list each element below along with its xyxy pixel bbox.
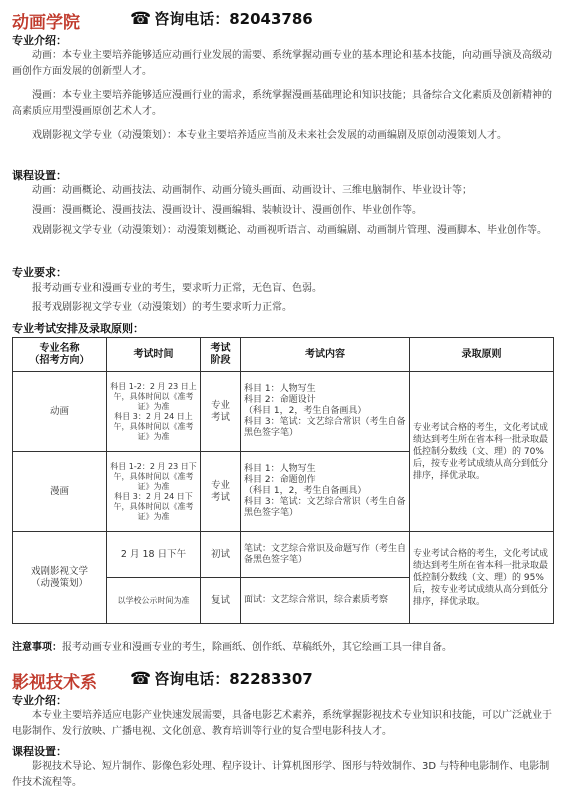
- intro-heading: 专业介绍：: [12, 34, 67, 47]
- header-major: 专业名称 （招考方向）: [13, 338, 107, 372]
- header-time: 考试时间: [107, 338, 201, 372]
- exam-stage: 初试: [201, 532, 241, 578]
- exam-content: 面试：文艺综合常识，综合素质考察: [241, 578, 410, 624]
- table-caption: 专业考试安排及录取原则：: [12, 322, 144, 335]
- header-content: 考试内容: [241, 338, 410, 372]
- exam-stage: 专业 考试: [201, 452, 241, 532]
- notice: [12, 638, 452, 653]
- phone-label: 咨询电话：: [154, 10, 230, 28]
- exam-time: 2 月 18 日下午: [107, 532, 201, 578]
- phone-info: [130, 8, 313, 29]
- exam-stage: 复试: [201, 578, 241, 624]
- course-drama: 戏剧影视文学专业（动漫策划）：动漫策划概论、动画视听语言、动画编剧、动画制片管理、漫画脚本、毕业创作等。: [32, 225, 547, 236]
- exam-time: 科目 1-2：2 月 23 日上午，具体时间以《准考证》为准 科目 3：2 月 24 日上午，具体时间以《准考证》为准: [107, 372, 201, 452]
- intro-drama: 戏剧影视文学专业（动漫策划）：本专业主要培养适应当前及未来社会发展的动画编剧及原创动漫策划人才。: [32, 130, 507, 141]
- admission-rule-2: 专业考试合格的考生，文化考试成绩达到考生所在省本科一批录取最低控制分数线（文、理）的 95%后，按专业考试成绩从高分到低分排序，择优录取。: [410, 532, 554, 624]
- dept-header-animation: [12, 8, 552, 32]
- table-row: [13, 372, 554, 452]
- intro-heading: 专业介绍：: [12, 694, 67, 707]
- phone-number: 82283307: [229, 670, 313, 688]
- header-rule: 录取原则: [410, 338, 554, 372]
- notice-label: 注意事项：: [12, 642, 62, 653]
- requirement-2: 报考戏剧影视文学专业（动漫策划）的考生要求听力正常。: [32, 302, 292, 313]
- header-stage: 考试 阶段: [201, 338, 241, 372]
- phone-info: [130, 668, 313, 689]
- intro-comics: 漫画：本专业主要培养能够适应漫画行业的需求，系统掌握漫画基础理论和知识技能；具备综合文化素质及创新精神的高素质应用型漫画原创艺术人才。: [12, 90, 552, 117]
- intro-film-tech: 本专业主要培养适应电影产业快速发展需要，具备电影艺术素养，系统掌握影视技术专业知识和技能，可以广泛就业于电影制作、发行放映、广播电视、文化创意、教育培训等行业的复合型电影科技人才。: [12, 710, 552, 737]
- notice-text: 报考动画专业和漫画专业的考生，除画纸、创作纸、草稿纸外，其它绘画工具一律自备。: [62, 642, 452, 653]
- exam-stage: 专业 考试: [201, 372, 241, 452]
- major-comics: 漫画: [13, 452, 107, 532]
- requirement-1: 报考动画专业和漫画专业的考生，要求听力正常，无色盲、色弱。: [32, 283, 322, 294]
- exam-content: 科目 1：人物写生 科目 2：命题创作 （科目 1，2，考生自备画具） 科目 3：笔试：文艺综合常识（考生自备黑色签字笔）: [241, 452, 410, 532]
- table-row: [13, 532, 554, 578]
- exam-content: 科目 1：人物写生 科目 2：命题设计 （科目 1，2，考生自备画具） 科目 3：笔试：文艺综合常识（考生自备黑色签字笔）: [241, 372, 410, 452]
- dept-title: 影视技术系: [12, 673, 97, 693]
- course-heading: 课程设置：: [12, 169, 67, 182]
- dept-title: 动画学院: [12, 13, 80, 33]
- phone-number: 82043786: [229, 10, 313, 28]
- exam-time: 以学校公示时间为准: [107, 578, 201, 624]
- course-heading: 课程设置：: [12, 745, 67, 758]
- admission-rule-1: 专业考试合格的考生，文化考试成绩达到考生所在省本科一批录取最低控制分数线（文、理）的 70%后，按专业考试成绩从高分到低分排序，择优录取。: [410, 372, 554, 532]
- course-film-tech: 影视技术导论、短片制作、影像色彩处理、程序设计、计算机图形学、图形与特效制作、3D 与特种电影制作、电影制作技术流程等。: [12, 761, 550, 788]
- course-comics: 漫画：漫画概论、漫画技法、漫画设计、漫画编辑、装帧设计、漫画创作、毕业创作等。: [32, 205, 422, 216]
- exam-content: 笔试：文艺综合常识及命题写作（考生自备黑色签字笔）: [241, 532, 410, 578]
- major-animation: 动画: [13, 372, 107, 452]
- phone-label: 咨询电话：: [154, 670, 230, 688]
- phone-icon: ☎: [130, 9, 152, 29]
- requirement-heading: 专业要求：: [12, 266, 67, 279]
- major-drama: 戏剧影视文学 （动漫策划）: [13, 532, 107, 624]
- exam-plan-table: [12, 337, 554, 624]
- dept-header-film-tech: [12, 668, 552, 692]
- exam-time: 科目 1-2：2 月 23 日下午，具体时间以《准考证》为准 科目 3：2 月 24 日下午，具体时间以《准考证》为准: [107, 452, 201, 532]
- phone-icon: ☎: [130, 669, 152, 689]
- intro-animation: 动画：本专业主要培养能够适应动画行业发展的需要、系统掌握动画专业的基本理论和基本技能，向动画导演及高级动画创作方面发展的创新型人才。: [12, 50, 552, 77]
- course-animation: 动画：动画概论、动画技法、动画制作、动画分镜头画面、动画设计、三维电脑制作、毕业设计等；: [32, 185, 472, 196]
